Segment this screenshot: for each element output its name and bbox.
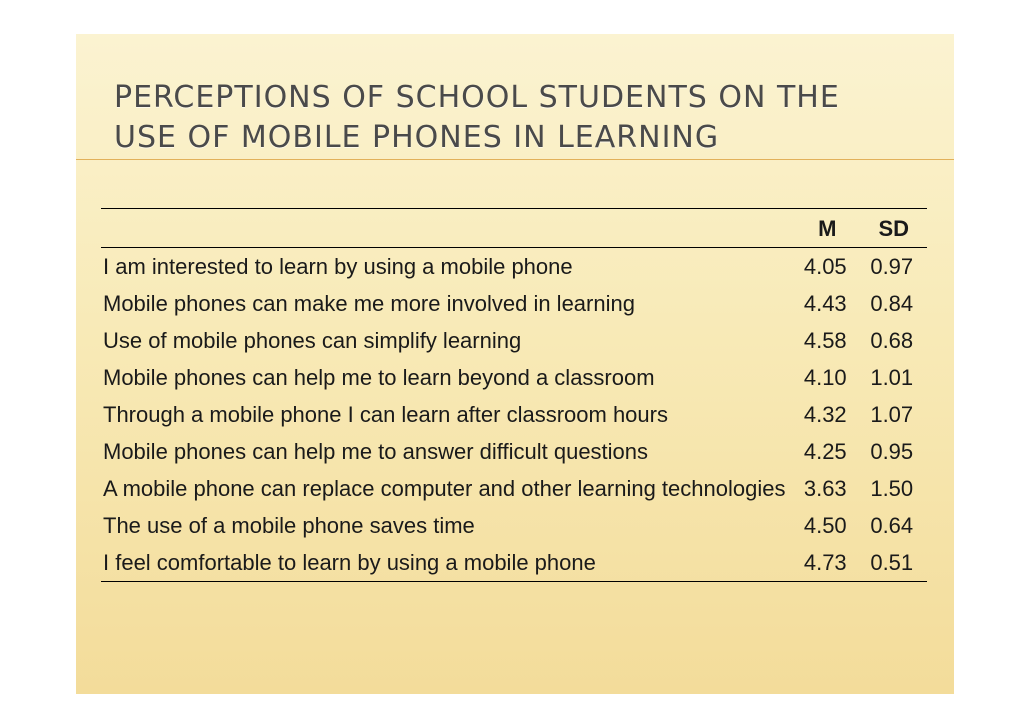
title-line-1: PERCEPTIONS OF SCHOOL STUDENTS ON THE (114, 80, 840, 115)
title-line-2: USE OF MOBILE PHONES IN LEARNING (114, 120, 720, 155)
table-row (101, 359, 927, 396)
table-header-row (101, 209, 927, 248)
statement-cell: Through a mobile phone I can learn after classroom hours (103, 402, 668, 427)
sd-cell: 1.07 (870, 402, 914, 427)
table-row (101, 470, 927, 507)
mean-cell: 4.25 (803, 439, 847, 464)
statement-cell: The use of a mobile phone saves time (103, 513, 475, 538)
sd-cell: 1.50 (870, 476, 914, 501)
table-row (101, 285, 927, 322)
table-row (101, 248, 927, 286)
perceptions-table (101, 208, 927, 582)
slide-title (114, 78, 894, 158)
header-sd: SD (861, 209, 928, 248)
statement-cell: I am interested to learn by using a mobile phone (103, 254, 573, 279)
mean-cell: 4.05 (803, 254, 847, 279)
table-row (101, 544, 927, 582)
table-row (101, 507, 927, 544)
statement-cell: I feel comfortable to learn by using a mobile phone (101, 544, 794, 582)
header-mean: M (794, 209, 860, 248)
sd-cell: 0.68 (870, 328, 914, 353)
header-statement (101, 209, 794, 248)
mean-cell: 4.58 (803, 328, 847, 353)
mean-cell: 4.50 (803, 513, 847, 538)
statement-cell: Mobile phones can make me more involved in learning (103, 291, 635, 316)
table-row (101, 396, 927, 433)
sd-cell: 1.01 (870, 365, 914, 390)
statement-cell: Use of mobile phones can simplify learning (103, 328, 522, 353)
statement-cell: Mobile phones can help me to learn beyond a classroom (103, 365, 655, 390)
mean-cell: 4.32 (803, 402, 847, 427)
mean-cell: 4.43 (803, 291, 847, 316)
sd-cell: 0.51 (861, 544, 928, 582)
sd-cell: 0.95 (870, 439, 914, 464)
statement-cell: Mobile phones can help me to answer difficult questions (103, 439, 649, 464)
title-divider (76, 159, 954, 160)
sd-cell: 0.84 (870, 291, 914, 316)
mean-cell: 4.10 (803, 365, 847, 390)
table-row (101, 433, 927, 470)
sd-cell: 0.97 (870, 254, 914, 279)
table-row (101, 322, 927, 359)
sd-cell: 0.64 (870, 513, 914, 538)
mean-cell: 3.63 (803, 476, 847, 501)
statement-cell: A mobile phone can replace computer and other learning technologies (103, 476, 786, 501)
mean-cell: 4.73 (794, 544, 860, 582)
